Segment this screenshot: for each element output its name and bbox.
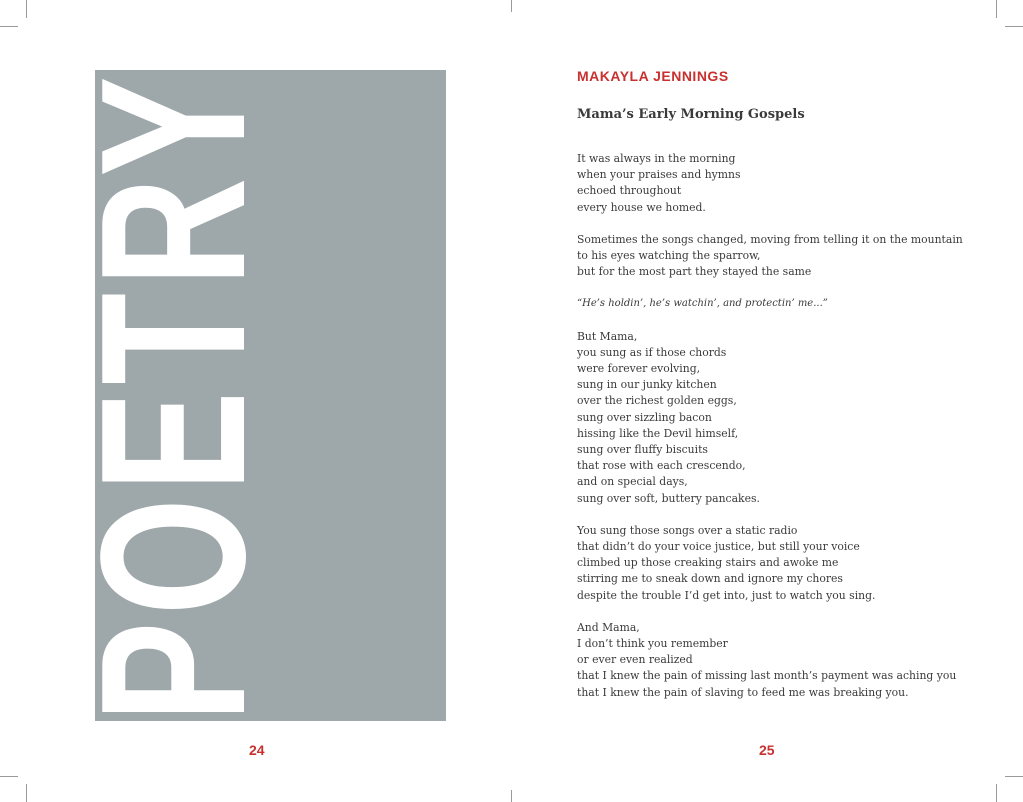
poem-line: hissing like the Devil himself,: [577, 426, 739, 440]
poem-line: sung over sizzling bacon: [577, 410, 712, 424]
section-label: POETRY: [58, 69, 288, 722]
poem-body: [577, 151, 977, 717]
poem-line: or ever even realized: [577, 653, 693, 667]
poem-line: to his eyes watching the sparrow,: [577, 249, 761, 263]
poem-line: sung over soft, buttery pancakes.: [577, 491, 760, 505]
poem-line: You sung those songs over a static radio: [577, 523, 798, 537]
poem-line: and on special days,: [577, 475, 688, 489]
poem-line: when your praises and hymns: [577, 168, 741, 182]
poem-line: climbed up those creaking stairs and awoke me: [577, 556, 839, 570]
crop-mark: [0, 26, 18, 27]
poem-line: sung over fluffy biscuits: [577, 443, 708, 457]
crop-mark: [1005, 26, 1023, 27]
poem-line: that didn’t do your voice justice, but still your voice: [577, 540, 860, 554]
poem-line: were forever evolving,: [577, 362, 701, 376]
stanza-quote: [577, 296, 977, 312]
poem-line: but for the most part they stayed the same: [577, 265, 812, 279]
poem-line: And Mama,: [577, 620, 640, 634]
poem-line: over the richest golden eggs,: [577, 394, 737, 408]
crop-mark: [26, 0, 27, 18]
poem-line: sung in our junky kitchen: [577, 378, 717, 392]
crop-mark: [26, 784, 27, 802]
stanza: [577, 523, 977, 604]
poem-line: It was always in the morning: [577, 152, 736, 165]
poem-line: that rose with each crescendo,: [577, 459, 746, 473]
poem-quote-line: “He’s holdin’, he’s watchin’, and protectin’ me...”: [577, 298, 828, 310]
stanza: [577, 620, 977, 701]
crop-mark: [511, 0, 512, 12]
poem-line: But Mama,: [577, 329, 638, 343]
crop-mark: [996, 0, 997, 18]
crop-mark: [1005, 776, 1023, 777]
poem-title: Mama’s Early Morning Gospels: [577, 107, 805, 122]
page-number-left: 24: [249, 742, 265, 758]
crop-mark: [996, 784, 997, 802]
poem-line: that I knew the pain of missing last month’s payment was aching you: [577, 669, 957, 683]
author-name: MAKAYLA JENNINGS: [577, 68, 729, 84]
crop-mark: [511, 790, 512, 802]
poem-line: stirring me to sneak down and ignore my chores: [577, 572, 843, 586]
stanza: [577, 232, 977, 281]
poem-line: that I knew the pain of slaving to feed me was breaking you.: [577, 685, 909, 699]
poem-line: echoed throughout: [577, 184, 682, 198]
stanza: [577, 151, 977, 216]
poem-line: despite the trouble I’d get into, just to watch you sing.: [577, 588, 876, 602]
poem-line: I don’t think you remember: [577, 637, 728, 651]
crop-mark: [0, 776, 18, 777]
poem-line: you sung as if those chords: [577, 345, 727, 359]
page-number-right: 25: [759, 742, 775, 758]
poem-line: every house we homed.: [577, 200, 706, 214]
poem-line: Sometimes the songs changed, moving from telling it on the mountain: [577, 232, 963, 246]
stanza: [577, 329, 977, 507]
